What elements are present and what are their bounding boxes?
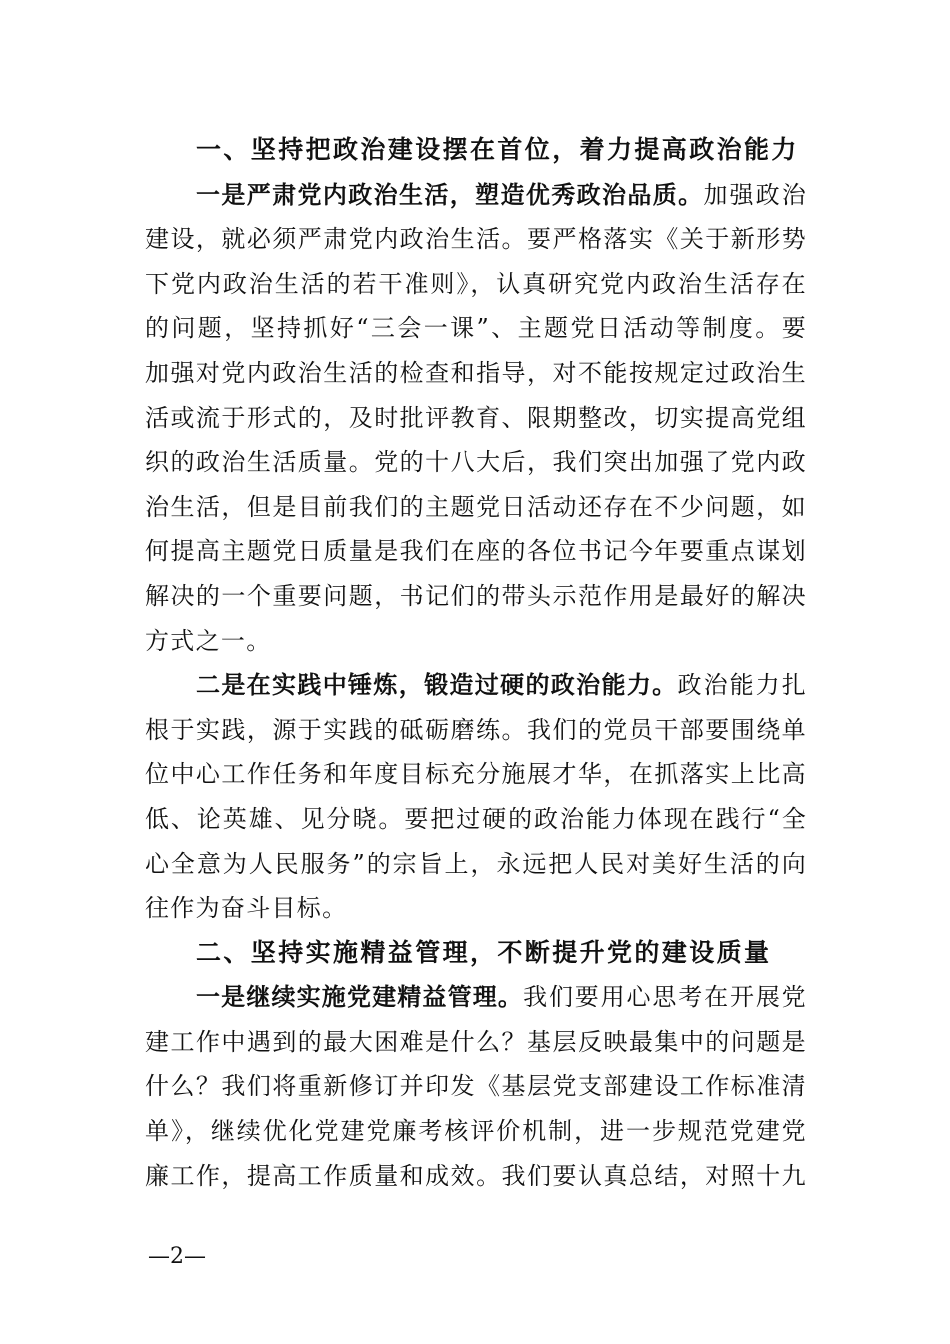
text-line [145,1154,807,1199]
text-line [145,975,807,1020]
text-line [145,306,807,351]
document-page [145,128,807,1198]
paragraph-2 [145,663,807,931]
paragraph-1 [145,173,807,664]
text-line [145,529,807,574]
line-text: 解决的一个重要问题，书记们的带头示范作用是最好的解决 [145,581,807,610]
text-line [145,173,807,218]
text-line [145,752,807,797]
section-heading-2: 二、坚持实施精益管理，不断提升党的建设质量 [196,937,772,967]
line-text: 位中心工作任务和年度目标充分施展才华，在抓落实上比高 [145,760,807,789]
line-text: 下党内政治生活的若干准则》，认真研究党内政治生活存在 [145,269,807,298]
line-text: 低、论英雄、见分晓。要把过硬的政治能力体现在践行“全 [145,804,807,833]
text-line [145,440,807,485]
line-text: 根于实践，源于实践的砥砺磨练。我们的党员干部要围绕单 [145,715,807,744]
line-text: 建设，就必须严肃党内政治生活。要严格落实《关于新形势 [145,225,807,254]
line-text: 什么？我们将重新修订并印发《基层党支部建设工作标准清 [145,1072,807,1101]
line-text: 心全意为人民服务”的宗旨上，永远把人民对美好生活的向 [145,849,807,878]
text-line [145,574,807,619]
line-text: 加强政治 [703,180,808,209]
text-line [145,619,807,664]
text-line [145,217,807,262]
line-text: 建工作中遇到的最大困难是什么？基层反映最集中的问题是 [145,1027,807,1056]
line-text: 活或流于形式的，及时批评教育、限期整改，切实提高党组 [145,403,807,432]
line-text: 往作为奋斗目标。 [145,894,348,923]
line-text: 加强对党内政治生活的检查和指导，对不能按规定过政治生 [145,358,807,387]
line-text: 治生活，但是目前我们的主题党日活动还存在不少问题，如 [145,492,807,521]
text-line [145,351,807,396]
text-line [145,663,807,708]
text-line [145,1064,807,1109]
line-text: 方式之一。 [145,626,272,655]
line-text: 的问题，坚持抓好“三会一课”、主题党日活动等制度。要 [145,314,807,343]
page-number: —2— [148,1244,206,1269]
text-line [145,797,807,842]
text-line [145,485,807,530]
line-text: 何提高主题党日质量是我们在座的各位书记今年要重点谋划 [145,537,807,566]
text-line [145,1109,807,1154]
line-text: 单》，继续优化党建党廉考核评价机制，进一步规范党建党 [145,1117,807,1146]
paragraph-3 [145,975,807,1198]
text-line [145,842,807,887]
line-text: 廉工作，提高工作质量和成效。我们要认真总结，对照十九 [145,1161,807,1190]
paragraph-lead: 二是在实践中锤炼，锻造过硬的政治能力。 [196,671,678,700]
line-text: 织的政治生活质量。党的十八大后，我们突出加强了党内政 [145,448,807,477]
line-text: 我们要用心思考在开展党 [523,983,807,1012]
paragraph-lead: 一是严肃党内政治生活，塑造优秀政治品质。 [196,180,704,209]
text-line [145,1020,807,1065]
line-text: 政治能力扎 [677,671,808,700]
paragraph-lead: 一是继续实施党建精益管理。 [196,983,524,1012]
text-line [145,886,807,931]
section-heading-1: 一、坚持把政治建设摆在首位，着力提高政治能力 [196,135,799,164]
text-line [145,396,807,441]
text-line [145,708,807,753]
text-line [145,262,807,307]
